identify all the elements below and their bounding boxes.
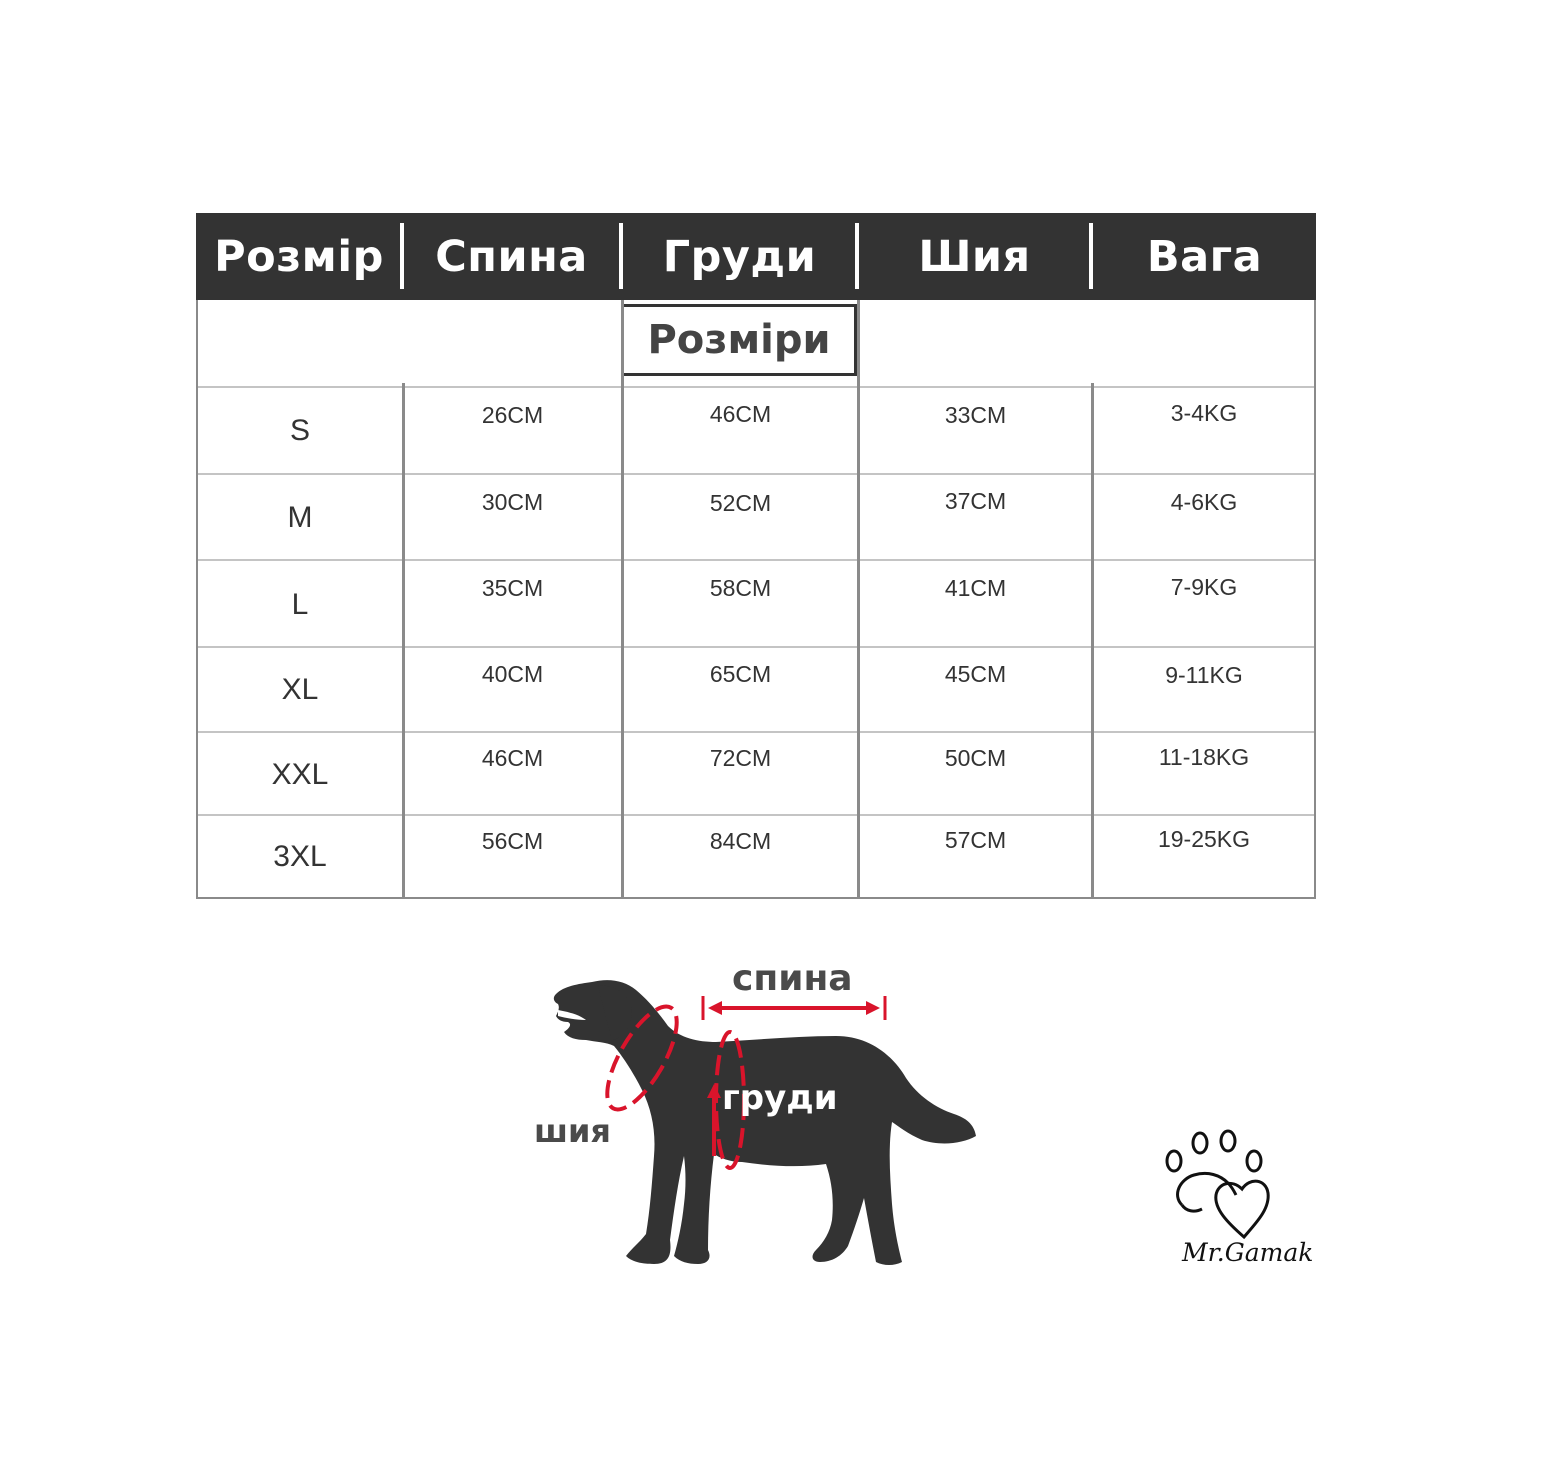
row-divider — [198, 731, 1314, 733]
table-header-row — [196, 213, 1316, 300]
row-divider — [198, 646, 1314, 648]
size-cell: M — [287, 501, 313, 534]
neck-cell: 33CM — [944, 402, 1007, 428]
chest-cell: 72CM — [709, 745, 772, 771]
header-chest: Груди — [662, 231, 817, 282]
paw-heart-icon — [1158, 1125, 1328, 1245]
back-label: спина — [732, 958, 853, 999]
chest-cell: 52CM — [709, 490, 772, 516]
row-divider — [198, 559, 1314, 561]
neck-cell: 50CM — [944, 745, 1007, 771]
brand-name: Mr.Gamak — [1182, 1238, 1314, 1267]
neck-label: шия — [534, 1112, 611, 1150]
row-divider — [198, 473, 1314, 475]
weight-cell: 4-6KG — [1170, 489, 1238, 515]
header-back: Спина — [435, 231, 588, 282]
column-divider — [402, 383, 405, 899]
row-divider — [198, 386, 1314, 388]
neck-cell: 57CM — [944, 827, 1007, 853]
size-cell: S — [289, 414, 310, 447]
back-cell: 40CM — [481, 661, 544, 687]
chest-cell: 65CM — [709, 661, 772, 687]
row-divider — [198, 814, 1314, 816]
back-cell: 56CM — [481, 828, 544, 854]
header-size: Розмір — [214, 231, 384, 282]
neck-cell: 37CM — [944, 488, 1007, 514]
header-weight: Вага — [1146, 231, 1263, 282]
column-divider — [1091, 383, 1094, 899]
back-cell: 35CM — [481, 575, 544, 601]
size-cell: XL — [281, 673, 319, 706]
weight-cell: 3-4KG — [1170, 400, 1238, 426]
back-cell: 26CM — [481, 402, 544, 428]
chest-label: груди — [722, 1078, 838, 1118]
chest-cell: 46CM — [709, 401, 772, 427]
size-cell: XXL — [271, 758, 329, 791]
chest-cell: 84CM — [709, 828, 772, 854]
neck-cell: 45CM — [944, 661, 1007, 687]
size-cell: L — [291, 588, 309, 621]
chest-cell: 58CM — [709, 575, 772, 601]
header-neck: Шия — [918, 231, 1031, 282]
dog-measurement-diagram — [520, 950, 1000, 1290]
size-cell: 3XL — [273, 840, 327, 873]
back-cell: 30CM — [481, 489, 544, 515]
table-subtitle: Розміри — [621, 304, 857, 376]
back-cell: 46CM — [481, 745, 544, 771]
weight-cell: 11-18KG — [1158, 744, 1250, 770]
neck-cell: 41CM — [944, 575, 1007, 601]
weight-cell: 9-11KG — [1165, 662, 1243, 688]
size-table — [196, 213, 1316, 899]
weight-cell: 7-9KG — [1170, 574, 1238, 600]
brand-logo — [1158, 1125, 1328, 1275]
weight-cell: 19-25KG — [1157, 826, 1251, 852]
